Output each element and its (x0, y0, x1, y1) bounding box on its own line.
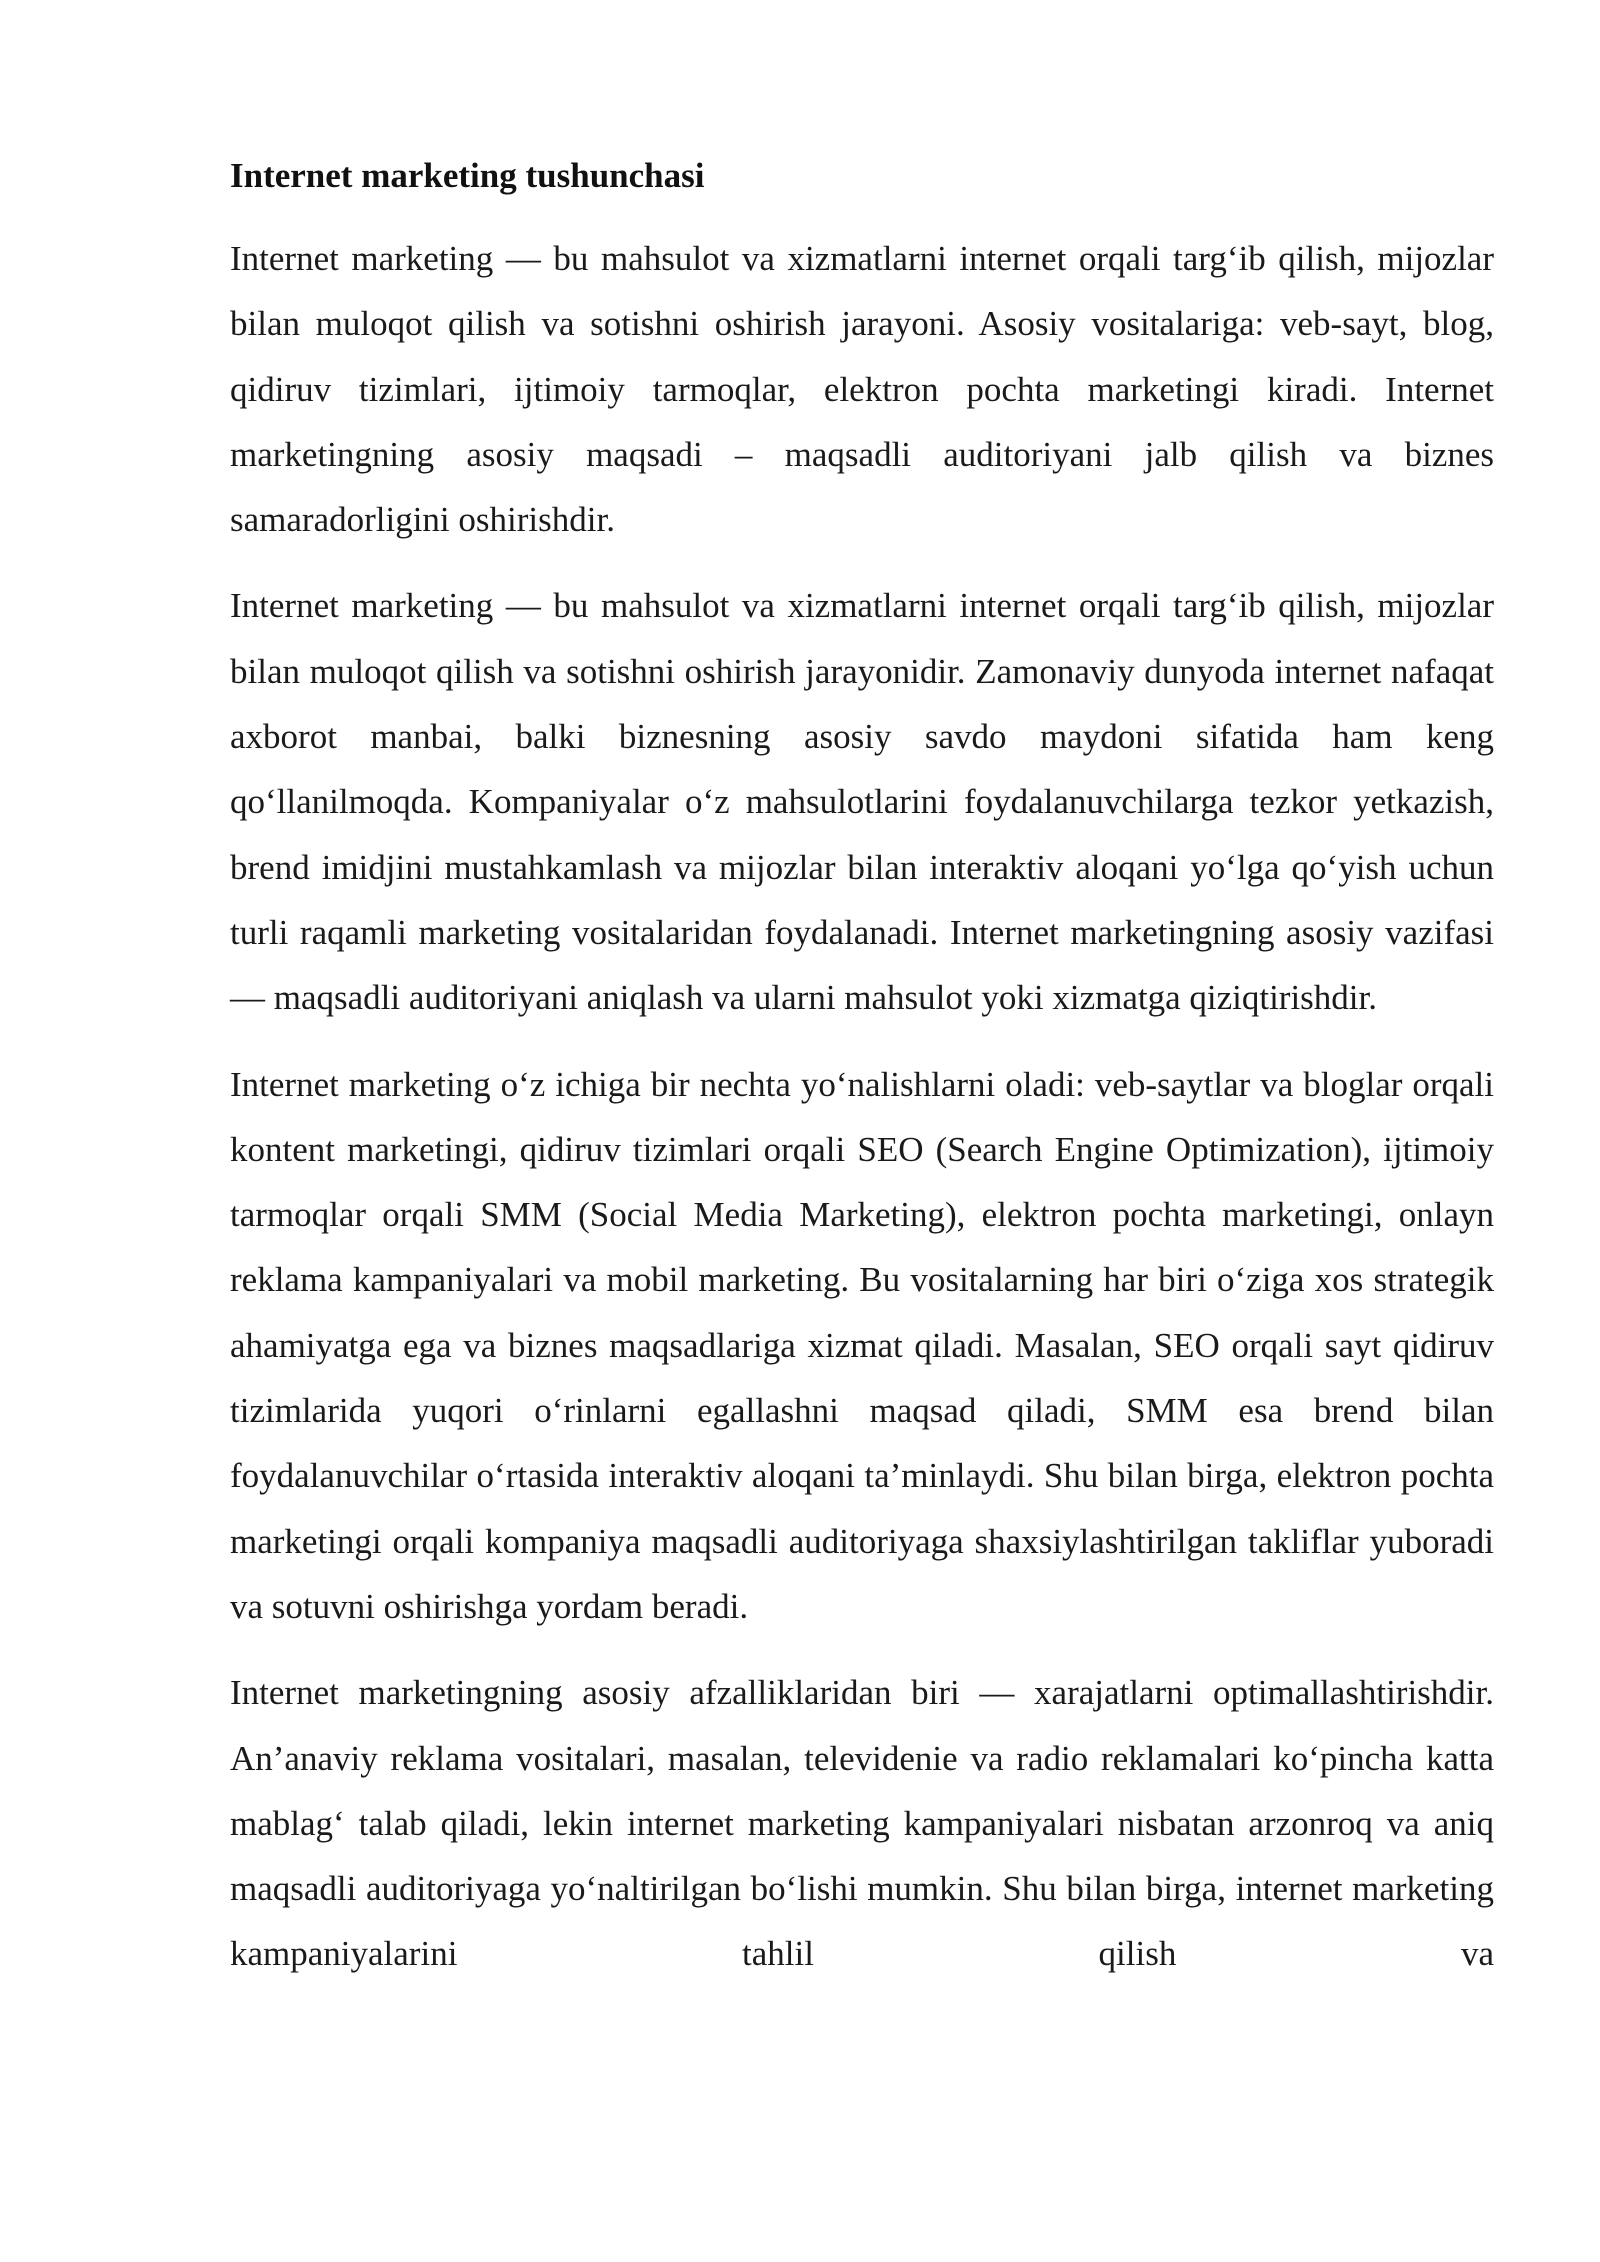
paragraph: Internet marketing — bu mahsulot va xizmatlarni internet orqali targ‘ib qilish, mijozlar bilan muloqot qilish va sotishni oshirish jarayoni. Asosiy vositalariga: veb-sayt, blog, qidiruv tizimlari, ijtimoiy tarmoqlar, elektron pochta marketingi kiradi. Internet marketingning asosiy maqsadi – maqsadli auditoriyani jalb qilish va biznes samaradorligini oshirishdir. (230, 239, 1494, 540)
document-body (230, 148, 1494, 1987)
document-title: Internet marketing tushunchasi (230, 156, 705, 195)
paragraph: Internet marketingning asosiy afzalliklaridan biri — xarajatlarni optimallashtirishdir. An’anaviy reklama vositalari, masalan, televidenie va radio reklamalari ko‘pincha katta mablag‘ talab qiladi, lekin internet marketing kampaniyalari nisbatan arzonroq va aniq maqsadli auditoriyaga yo‘naltirilgan bo‘lishi mumkin. Shu bilan birga, internet marketing kampaniyalarini tahlil qilish va (230, 1673, 1494, 1974)
paragraph: Internet marketing — bu mahsulot va xizmatlarni internet orqali targ‘ib qilish, mijozlar bilan muloqot qilish va sotishni oshirish jarayonidir. Zamonaviy dunyoda internet nafaqat axborot manbai, balki biznesning asosiy savdo maydoni sifatida ham keng qo‘llanilmoqda. Kompaniyalar o‘z mahsulotlarini foydalanuvchilarga tezkor yetkazish, brend imidjini mustahkamlash va mijozlar bilan interaktiv aloqani yo‘lga qo‘yish uchun turli raqamli marketing vositalaridan foydalanadi. Internet marketingning asosiy vazifasi — maqsadli auditoriyani aniqlash va ularni mahsulot yoki xizmatga qiziqtirishdir. (230, 586, 1494, 1018)
paragraph: Internet marketing o‘z ichiga bir nechta yo‘nalishlarni oladi: veb-saytlar va bloglar orqali kontent marketingi, qidiruv tizimlari orqali SEO (Search Engine Optimization), ijtimoiy tarmoqlar orqali SMM (Social Media Marketing), elektron pochta marketingi, onlayn reklama kampaniyalari va mobil marketing. Bu vositalarning har biri o‘ziga xos strategik ahamiyatga ega va biznes maqsadlariga xizmat qiladi. Masalan, SEO orqali sayt qidiruv tizimlarida yuqori o‘rinlarni egallashni maqsad qiladi, SMM esa brend bilan foydalanuvchilar o‘rtasida interaktiv aloqani ta’minlaydi. Shu bilan birga, elektron pochta marketingi orqali kompaniya maqsadli auditoriyaga shaxsiylashtirilgan takliflar yuboradi va sotuvni oshirishga yordam beradi. (230, 1064, 1494, 1626)
